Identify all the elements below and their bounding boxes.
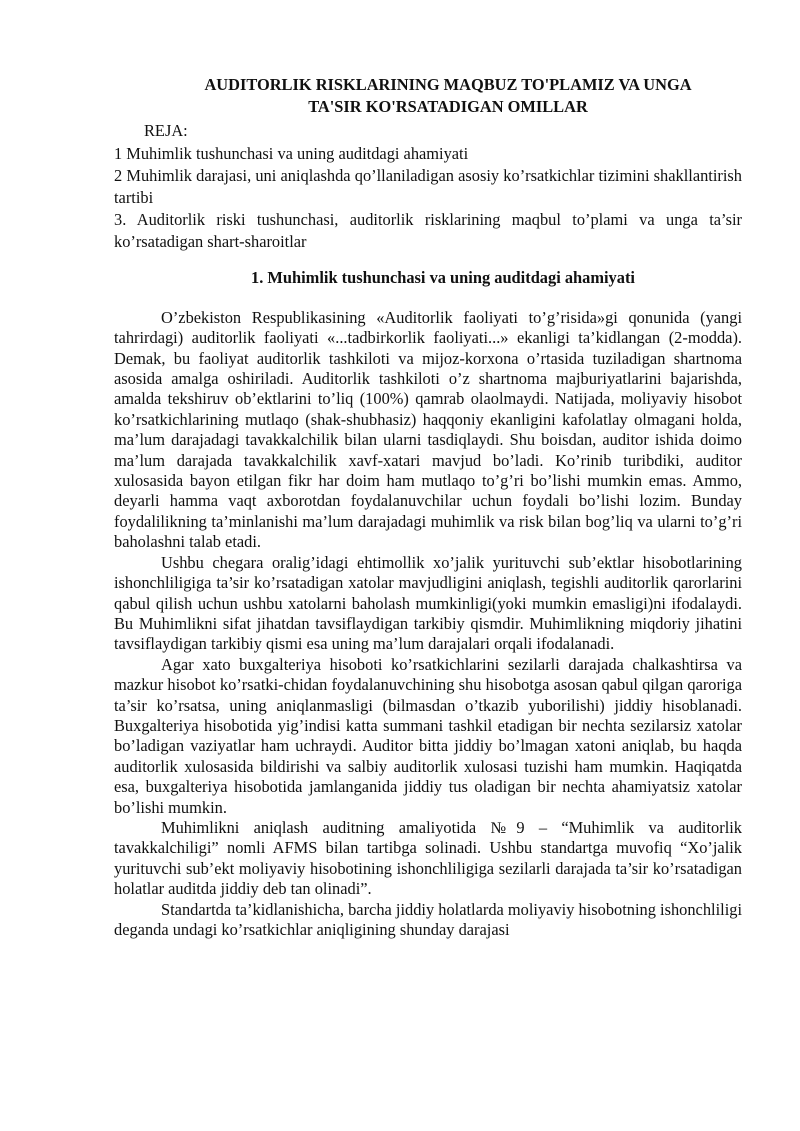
document-title-line: TA'SIR KO'RSATADIGAN OMILLAR xyxy=(308,97,588,117)
body-paragraph: Ushbu chegara oralig’idagi ehtimollik xo’jalik yurituvchi sub’ektlar hisobotlarining ishonchliligiga ta’sir ko’rsatadigan xatolar mavjudligini aniqlash, tegishli auditorlik qarorlarini qabul qilish uchun ushbu xatolarni baholash mumkinligi(yoki mumkin emasligi)ni ifodalaydi. Bu Muhimlikni sifat jihatdan tavsiflaydigan tarkibiy qismdir. Muhimlikning miqdoriy jihatini tavsiflaydigan tarkibiy qismi esa uning ma’lum darajalari orqali ifodalanadi. xyxy=(114,552,742,654)
plan-item: 1 Muhimlik tushunchasi va uning auditdagi ahamiyati xyxy=(114,143,469,163)
document-title xyxy=(114,74,742,118)
body-paragraph: Standartda ta’kidlanishicha, barcha jiddiy holatlarda moliyaviy hisobotning ishonchliligi deganda undagi ko’rsatkichlar aniqligining shunday darajasi xyxy=(114,899,742,940)
document-page xyxy=(114,74,742,940)
body-paragraph: O’zbekiston Respublikasining «Auditorlik faoliyati to’g’risida»gi qonunida (yangi tahrirdagi) auditorlik faoliyati «...tadbirkorlik faoliyati...» ekanligi ta’kidlangan (2-modda). Demak, bu faoliyat auditorlik tashkiloti va mijoz-korxona o’rtasida tuziladigan shartnoma asosida amalga oshiriladi. Auditorlik tashkiloti o’z shartnoma majburiyatlarini bajarishda, amalda tekshiruv ob’ektlarini to’liq (100%) qamrab olaolmaydi. Natijada, moliyaviy hisobot ko’rsatkichlarining mutlaqo (shak-shubhasiz) haqqoniy ekanligini kafolatlay olmagani holda, ma’lum darajadagi tavakkalchilik bilan ularni tasdiqlaydi. Shu boisdan, auditor ishida doimo ma’lum darajada tavakkalchilik xavf-xatari mavjud bo’ladi. Ko’rinib turibdiki, auditor xulosasida bayon etilgan fikr har doim ham mutlaqo to’g’ri bo’lishi mumkin emas. Ammo, deyarli hamma vaqt axborotdan foydalanuvchilar uchun foydali bo’lishi lozim. Bunday foydalilikning ta’minlanishi ma’lum darajadagi muhimlik va risk bilan bog’liq va ularni to’g’ri baholashni talab etadi. xyxy=(114,307,742,552)
section-title: 1. Muhimlik tushunchasi va uning auditdagi ahamiyati xyxy=(251,267,635,287)
plan-item: 2 Muhimlik darajasi, uni aniqlashda qo’llaniladigan asosiy ko’rsatkichlar tizimini shakllantirish tartibi xyxy=(114,165,742,208)
plan-item: 3. Auditorlik riski tushunchasi, auditorlik risklarining maqbul to’plami va unga ta’sir ko’rsatadigan shart-sharoitlar xyxy=(114,210,742,252)
document-body xyxy=(114,308,742,941)
body-paragraph: Muhimlikni aniqlash auditning amaliyotida №9 – “Muhimlik va auditorlik tavakkalchiligi” nomli AFMS bilan tartibga solinadi. Ushbu standartga muvofiq “Xo’jalik yurituvchi sub’ekt moliyaviy hisobotining ishonchliligiga sezilarli darajada ta’sir ko’rsatadigan holatlar auditda jiddiy deb tan olinadi”. xyxy=(114,817,742,899)
body-paragraph: Agar xato buxgalteriya hisoboti ko’rsatkichlarini sezilarli darajada chalkashtirsa va mazkur hisobot ko’rsatki-chidan foydalanuvchining shu hisobotga asosan qabul qilgan qaroriga ta’sir ko’rsatsa, uning aniqlanmasligi (bilmasdan o’tkazib yuborilishi) jiddiy hisoblanadi. Buxgalteriya hisobotida yig’indisi katta summani tashkil etadigan bir nechta sezilarsiz xatolar bo’ladigan vaziyatlar ham uchraydi. Auditor bitta jiddiy bo’lmagan xatoni aniqlab, bu haqda auditorlik xulosasida bildirishi va salbiy auditorlik xulosasi tuzishi ham mumkin. Haqiqatda esa, buxgalteriya hisobotida jamlanganida jiddiy tus oladigan bir nechta ahamiyatsiz xatolar bo’lishi mumkin. xyxy=(114,654,742,817)
plan-label: REJA: xyxy=(144,121,188,141)
plan-list xyxy=(114,143,742,254)
document-title-line: AUDITORLIK RISKLARINING MAQBUZ TO'PLAMIZ VA UNGA xyxy=(204,75,692,94)
